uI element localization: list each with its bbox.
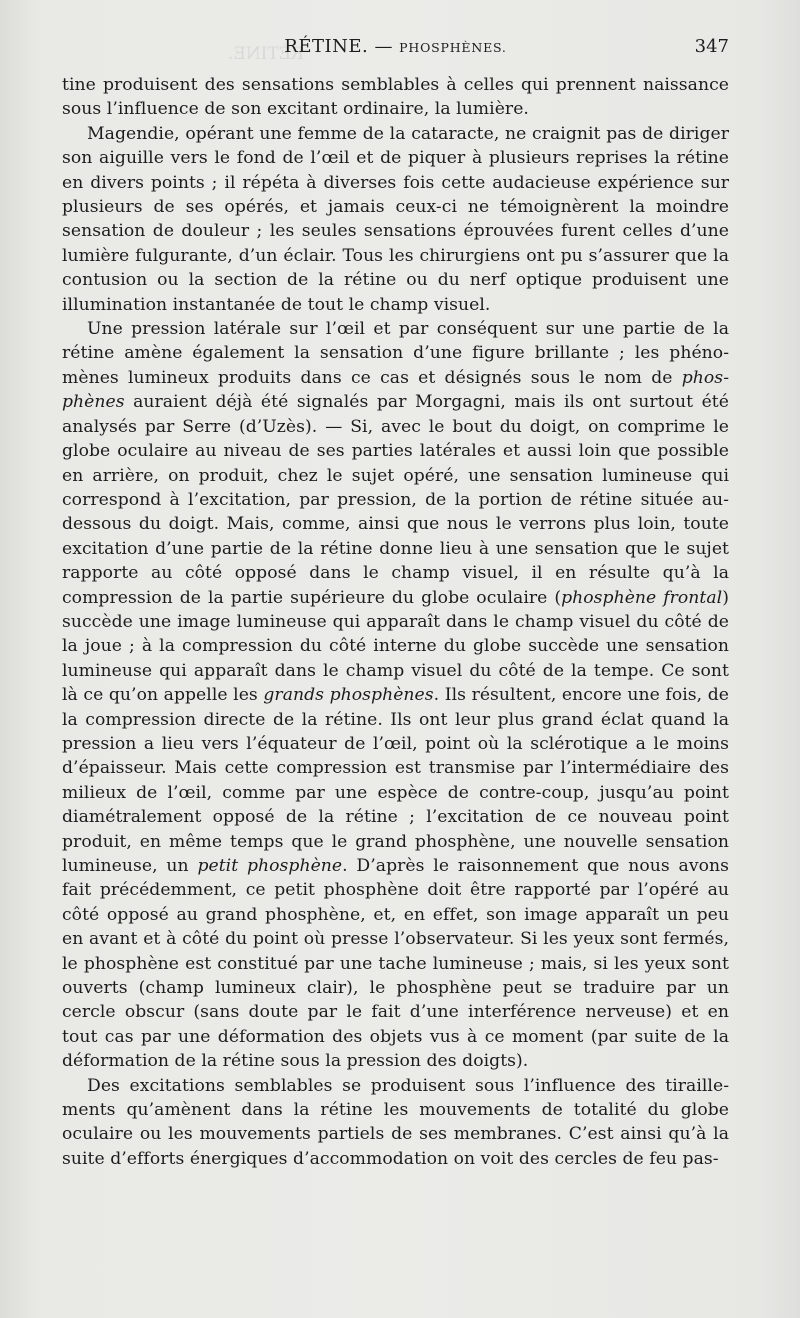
text-run: . Ils résultent, encore une fois, de la compression directe de la rétine. Ils ont leur plus grand éclat quand la pression a lieu vers l’équateur de l’œil, point où la sclérotique a le moins d’épaisseur. Mais cette compression est transmise par l’intermédiaire des milieux de l’œil, comme par une espèce de contre-coup, jusqu’au point diamétralement opposé de la rétine ; l’excitation de ce nouveau point produit, en même temps que le grand phosphène, une nouvelle sensation lumineuse, un	[62, 685, 730, 876]
text-run: . D’après le raisonnement que nous avons fait précédemment, ce petit phosphène doit être rapporté par l’opéré au côté opposé au grand phosphène, et, en effet, son image apparaît un peu en avant et à côté du point où presse l’observateur. Si les yeux sont fermés, le phosphène est constitué par une tache lumineuse ; mais, si les yeux sont ouverts (champ lumineux clair), le phosphène peut se traduire par un cercle obscur (sans doute par le fait d’une interférence nerveuse) et en tout cas par une déformation des objets vus à ce moment (par suite de la déformation de la rétine sous la pression des doigts).	[62, 856, 729, 1072]
italic-term: petit phosphène	[197, 856, 343, 876]
running-title	[62, 36, 729, 57]
paragraph-1	[62, 73, 729, 122]
italic-term: phosphènes	[62, 367, 729, 413]
italic-term: phosphène frontal	[561, 587, 723, 608]
text-run: Une pression latérale sur l’œil et par conséquent sur une partie de la rétine amène également la sensation d’une figure brillante ; les phénomènes lumineux produits dans ce cas et désignés sous le nom de	[62, 319, 729, 388]
text-run: ) succède une image lumineuse qui apparaît dans le champ visuel du côté de la joue ; à la compression du côté interne du globe succède une sensation lumineuse qui apparaît dans le champ visuel du côté de la tempe. Ce sont là ce qu’on appelle les	[62, 587, 729, 706]
text-run: Des excitations semblables se produisent sous l’influence des tiraillements qu’amènent dans la rétine les mouvements de totalité du globe oculaire ou les mouvements partiels de ses membranes. C’est ainsi qu’à la suite d’efforts énergiques d’accommodation on voit des cercles de feu pas-	[62, 1075, 729, 1169]
running-title-main: RÉTINE. —	[284, 36, 400, 57]
text-run: Magendie, opérant une femme de la cataracte, ne craignit pas de diriger son aiguille vers le fond de l’œil et de piquer à plusieurs reprises la rétine en divers points ; il répéta à diverses fois cette audacieuse expérience sur plusieurs de ses opérés, et jamais ceux-ci ne témoignèrent la moindre sensation de douleur ; les seules sensations éprouvées furent celles d’une lumière fulgurante, d’un éclair. Tous les chirurgiens ont pu s’assurer que la contusion ou la section de la rétine ou du nerf optique produisent une illumination instantanée de tout le champ visuel.	[62, 123, 729, 315]
text-run: tine produisent des sensations semblables à celles qui prennent naissance sous l’influence de son excitant ordinaire, la lumière.	[62, 75, 729, 120]
paragraph-3	[62, 317, 729, 1074]
paragraph-2	[62, 122, 729, 317]
show-through-text: RÉTINE.	[228, 44, 304, 64]
running-head	[62, 36, 729, 62]
text-run: auraient déjà été signalés par Morgagni, mais ils ont surtout été analysés par Serre (d’Uzès). — Si, avec le bout du doigt, on comprime le globe oculaire au niveau de ses parties latérales et aussi loin que possible en arrière, on produit, chez le sujet opéré, une sensation lumineuse qui correspond à l’excitation, par pression, de la portion de rétine située au-dessous du doigt. Mais, comme, ainsi que nous le verrons plus loin, toute excitation d’une partie de la rétine donne lieu à une sensation que le sujet rapporte au côté opposé dans le champ visuel, il en résulte qu’à la compression de la partie supérieure du globe oculaire (	[62, 392, 729, 608]
paragraph-4	[62, 1074, 729, 1172]
body-text	[62, 73, 729, 1171]
page-number: 347	[694, 36, 729, 57]
italic-term: grands phosphènes	[263, 685, 434, 706]
running-title-small: PHOSPHÈNES.	[399, 40, 507, 55]
